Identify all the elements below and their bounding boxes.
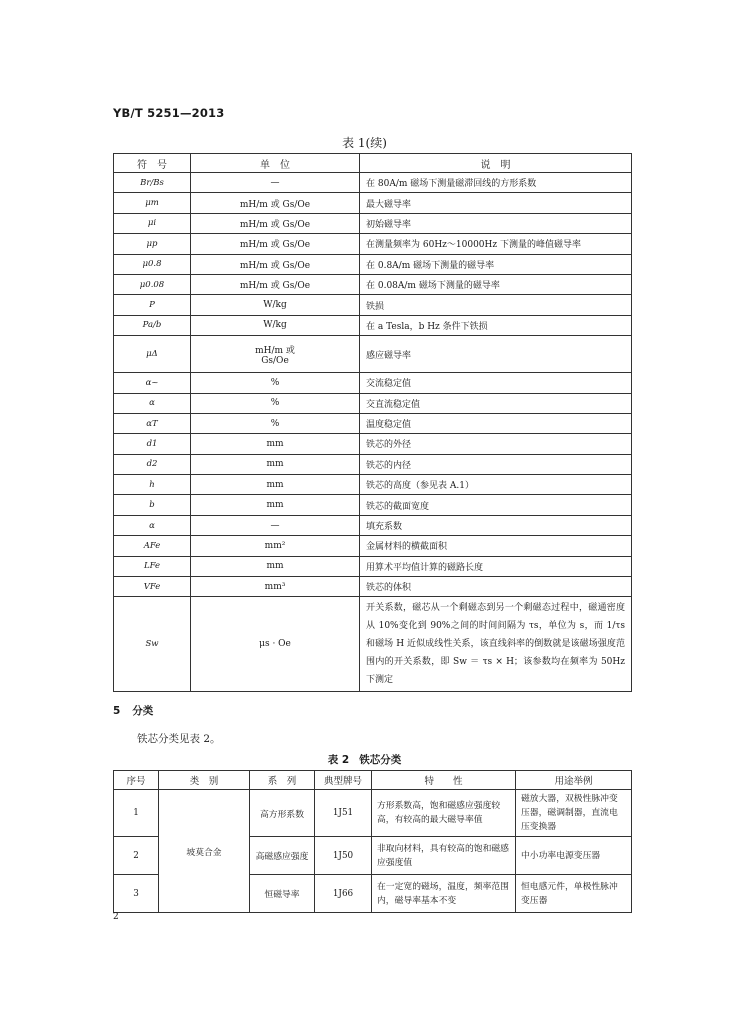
row-no: 2 (114, 837, 159, 875)
description-cell: 最大磁导率 (360, 193, 632, 213)
table-row (114, 515, 632, 535)
row-use: 恒电感元件，单极性脉冲变压器 (516, 875, 632, 913)
table-row (114, 173, 632, 193)
symbol-cell: α (114, 393, 191, 413)
row-use: 中小功率电源变压器 (516, 837, 632, 875)
table2-caption (0, 752, 729, 767)
unit-cell: % (191, 413, 360, 433)
table-row (114, 475, 632, 495)
description-cell: 交直流稳定值 (360, 393, 632, 413)
row-feature: 非取向材料，具有较高的饱和磁感应强度值 (372, 837, 516, 875)
description-cell: 在测量频率为 60Hz～10000Hz 下测量的峰值磁导率 (360, 234, 632, 254)
table-row (114, 315, 632, 335)
symbols-table (113, 153, 632, 692)
header-grade: 典型牌号 (315, 771, 372, 790)
table-row (114, 577, 632, 597)
table-row (114, 295, 632, 315)
table-row (114, 234, 632, 254)
row-feature: 在一定宽的磁场，温度，频率范围内，磁导率基本不变 (372, 875, 516, 913)
symbol-cell: h (114, 475, 191, 495)
symbol-cell: μp (114, 234, 191, 254)
row-no: 1 (114, 790, 159, 837)
symbol-cell: μΔ (114, 336, 191, 373)
unit-cell: mm³ (191, 577, 360, 597)
unit-cell: mm (191, 556, 360, 576)
table-row (114, 597, 632, 692)
description-cell: 铁芯的高度（参见表 A.1） (360, 475, 632, 495)
symbol-cell: αT (114, 413, 191, 433)
row-use: 磁放大器，双极性脉冲变压器，磁调制器，直流电压变换器 (516, 790, 632, 837)
header-category: 类 别 (159, 771, 250, 790)
table-row (114, 454, 632, 474)
row-grade: 1J50 (315, 837, 372, 875)
description-cell: 填充系数 (360, 515, 632, 535)
header-unit: 单 位 (191, 154, 360, 173)
description-cell: 金属材料的横截面积 (360, 536, 632, 556)
description-cell: 在 a Tesla，b Hz 条件下铁损 (360, 315, 632, 335)
core-classification-table (113, 770, 632, 913)
description-cell: 在 0.08A/m 磁场下测量的磁导率 (360, 274, 632, 294)
row-series: 恒磁导率 (250, 875, 315, 913)
document-code: YB/T 5251—2013 (113, 106, 225, 120)
description-cell: 交流稳定值 (360, 373, 632, 393)
header-description: 说 明 (360, 154, 632, 173)
table-row (114, 790, 632, 837)
unit-cell: mH/m 或 Gs/Oe (191, 213, 360, 233)
table-row (114, 213, 632, 233)
table2-caption-title: 铁芯分类 (359, 754, 402, 766)
description-cell: 在 80A/m 磁场下测量磁滞回线的方形系数 (360, 173, 632, 193)
table-row (114, 393, 632, 413)
header-use: 用途举例 (516, 771, 632, 790)
unit-cell: mm² (191, 536, 360, 556)
unit-cell: mH/m 或 Gs/Oe (191, 254, 360, 274)
table-row (114, 495, 632, 515)
symbol-cell: Pa/b (114, 315, 191, 335)
section-number: 5 (113, 705, 121, 717)
unit-cell: μs · Oe (191, 597, 360, 692)
description-cell: 初始磁导率 (360, 213, 632, 233)
symbol-cell: μm (114, 193, 191, 213)
table-row (114, 434, 632, 454)
symbol-cell: d2 (114, 454, 191, 474)
unit-cell: — (191, 515, 360, 535)
symbol-cell: μi (114, 213, 191, 233)
unit-cell: mm (191, 475, 360, 495)
category-cell: 坡莫合金 (159, 790, 250, 913)
symbols-table-body (114, 173, 632, 692)
row-series: 高磁感应强度 (250, 837, 315, 875)
unit-cell: W/kg (191, 315, 360, 335)
description-cell: 开关系数，磁芯从一个剩磁态到另一个剩磁态过程中，磁通密度从 10%变化到 90%之间的时间间隔为 τs，单位为 s，而 1/τs 和磁场 H 近似成线性关系，该直线斜率的倒数就是该磁场强度范围内的开关系数，即 Sw ＝ τs × H；该参数均在频率为 50Hz 下测定 (360, 597, 632, 692)
unit-cell: mH/m 或 Gs/Oe (191, 336, 360, 373)
row-no: 3 (114, 875, 159, 913)
row-series: 高方形系数 (250, 790, 315, 837)
symbol-cell: Br/Bs (114, 173, 191, 193)
unit-cell: % (191, 393, 360, 413)
description-cell: 铁损 (360, 295, 632, 315)
table-row (114, 373, 632, 393)
description-cell: 感应磁导率 (360, 336, 632, 373)
page-number: 2 (113, 912, 119, 922)
unit-cell: mm (191, 495, 360, 515)
symbol-cell: α~ (114, 373, 191, 393)
symbol-cell: μ0.08 (114, 274, 191, 294)
description-cell: 铁芯的内径 (360, 454, 632, 474)
description-cell: 铁芯的体积 (360, 577, 632, 597)
section-heading (113, 703, 153, 718)
unit-cell: W/kg (191, 295, 360, 315)
symbol-cell: AFe (114, 536, 191, 556)
unit-cell: mH/m 或 Gs/Oe (191, 234, 360, 254)
section-text: 铁芯分类见表 2。 (137, 733, 221, 745)
table-row (114, 413, 632, 433)
row-grade: 1J51 (315, 790, 372, 837)
header-symbol: 符 号 (114, 154, 191, 173)
table-row (114, 556, 632, 576)
unit-cell: — (191, 173, 360, 193)
symbol-cell: b (114, 495, 191, 515)
table-header-row (114, 154, 632, 173)
description-cell: 铁芯的外径 (360, 434, 632, 454)
symbol-cell: d1 (114, 434, 191, 454)
unit-cell: % (191, 373, 360, 393)
table-row (114, 274, 632, 294)
unit-cell: mm (191, 434, 360, 454)
row-feature: 方形系数高，饱和磁感应强度较高，有较高的最大磁导率值 (372, 790, 516, 837)
symbol-cell: μ0.8 (114, 254, 191, 274)
unit-cell: mH/m 或 Gs/Oe (191, 274, 360, 294)
table-row (114, 193, 632, 213)
symbol-cell: Sw (114, 597, 191, 692)
section-title: 分类 (132, 705, 154, 717)
unit-cell: mH/m 或 Gs/Oe (191, 193, 360, 213)
header-series: 系 列 (250, 771, 315, 790)
header-feature: 特 性 (372, 771, 516, 790)
unit-cell: mm (191, 454, 360, 474)
description-cell: 温度稳定值 (360, 413, 632, 433)
description-cell: 在 0.8A/m 磁场下测量的磁导率 (360, 254, 632, 274)
row-grade: 1J66 (315, 875, 372, 913)
symbol-cell: α (114, 515, 191, 535)
description-cell: 铁芯的截面宽度 (360, 495, 632, 515)
symbol-cell: LFe (114, 556, 191, 576)
table-row (114, 536, 632, 556)
table1-caption: 表 1(续) (342, 136, 387, 150)
table-row (114, 254, 632, 274)
description-cell: 用算术平均值计算的磁路长度 (360, 556, 632, 576)
header-no: 序号 (114, 771, 159, 790)
table-row (114, 336, 632, 373)
table2-caption-number: 表 2 (327, 754, 350, 766)
symbol-cell: P (114, 295, 191, 315)
table-header-row (114, 771, 632, 790)
symbol-cell: VFe (114, 577, 191, 597)
